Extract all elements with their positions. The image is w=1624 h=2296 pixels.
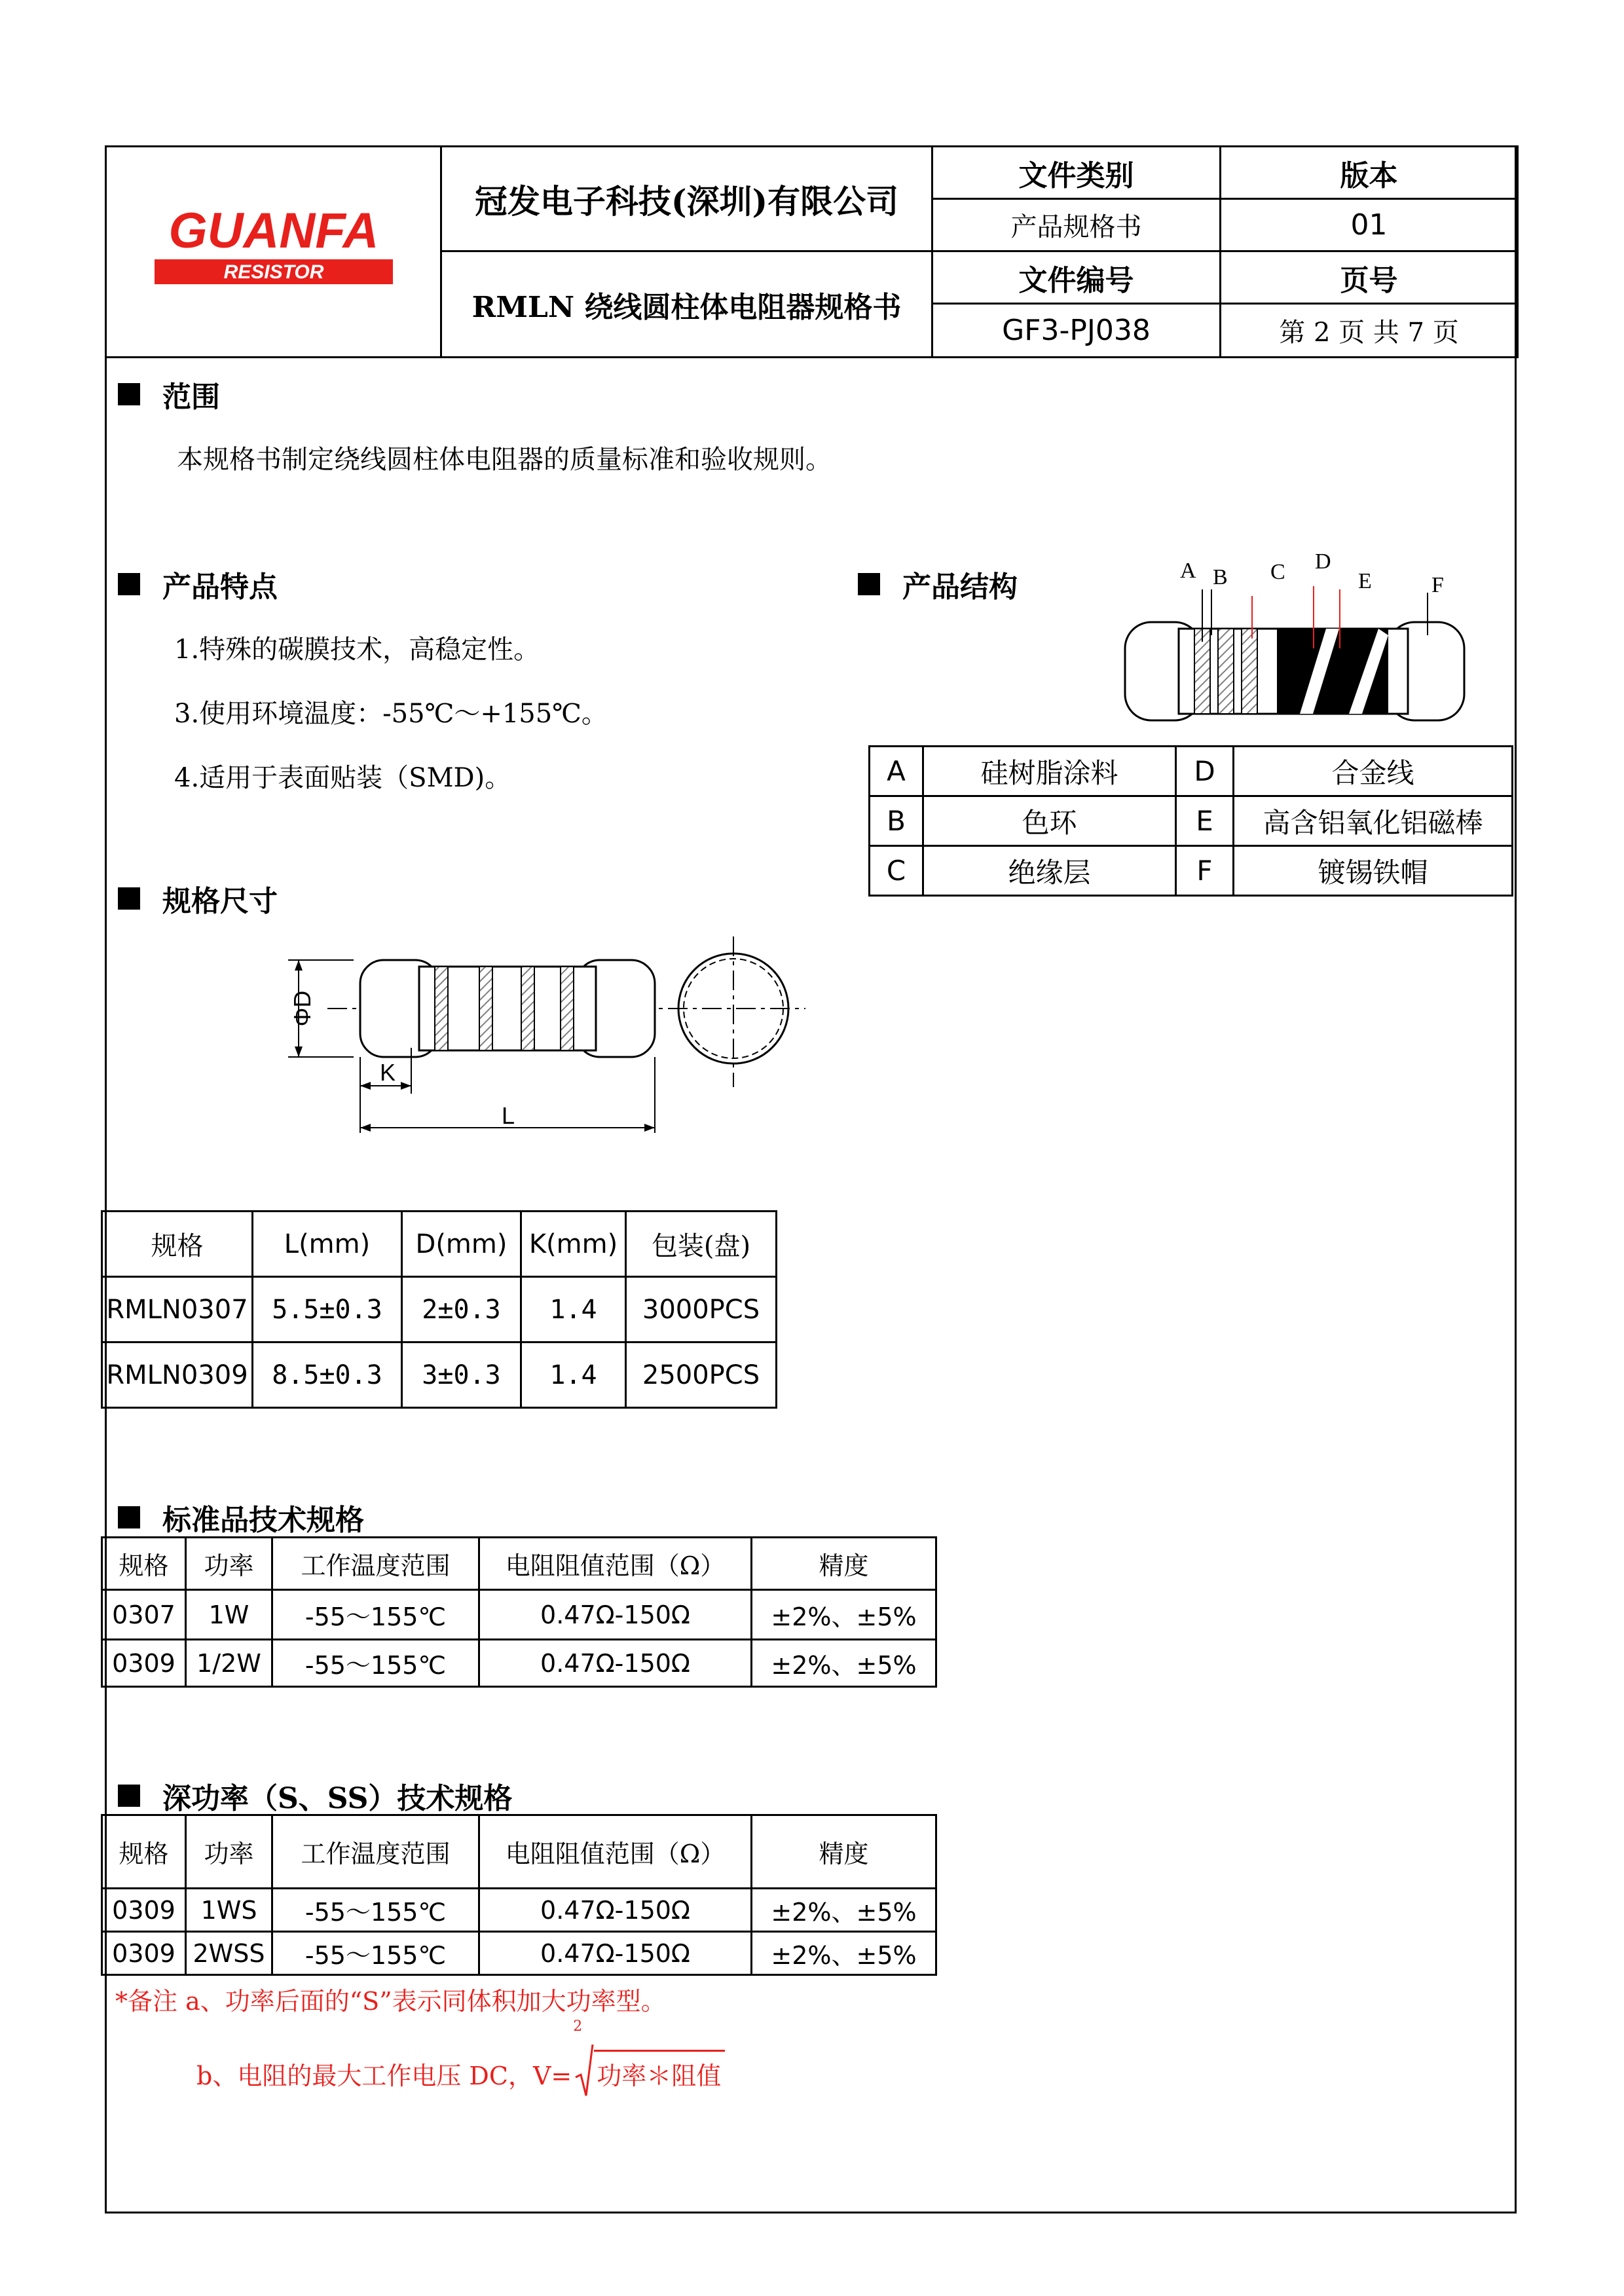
std-cell: ±2%、±5% — [752, 1590, 936, 1640]
dim-cell: 2±0.3 — [402, 1277, 521, 1342]
feature-item-1: 1.特殊的碳膜技术，高稳定性。 — [174, 635, 540, 665]
dim-cell: 3±0.3 — [402, 1342, 521, 1408]
version-label: 版本 — [1221, 147, 1518, 199]
label-b: B — [1213, 565, 1228, 589]
dim-cell: 3000PCS — [626, 1277, 777, 1342]
structure-table — [868, 745, 1513, 897]
struct-cell: C — [870, 846, 923, 896]
color-band-shape — [1218, 629, 1234, 714]
dp-cell: ±2%、±5% — [752, 1932, 936, 1975]
struct-cell: A — [870, 747, 923, 796]
page-value: 第 2 页 共 7 页 — [1221, 304, 1518, 358]
std-header: 功率 — [186, 1538, 272, 1590]
std-cell: ±2%、±5% — [752, 1640, 936, 1687]
dp-cell: ±2%、±5% — [752, 1889, 936, 1932]
radicand: 功率＊阻值 — [594, 2050, 725, 2092]
dim-cell: 1.4 — [521, 1277, 626, 1342]
dim-header: 规格 — [102, 1212, 253, 1277]
sqrt-expression — [573, 2018, 725, 2092]
logo-cell — [106, 147, 441, 358]
file-no-value: GF3-PJ038 — [932, 304, 1221, 358]
dimensions-heading — [118, 878, 278, 919]
deep-power-heading — [118, 1775, 512, 1817]
standard-table — [101, 1536, 937, 1688]
std-cell: -55～155℃ — [272, 1590, 479, 1640]
dp-cell: 1WS — [186, 1889, 272, 1932]
file-type-value: 产品规格书 — [932, 199, 1221, 251]
standard-title: 标准品技术规格 — [162, 1504, 364, 1537]
bullet-square-icon — [858, 573, 880, 595]
struct-cell: E — [1176, 796, 1234, 846]
std-cell: 1/2W — [186, 1640, 272, 1687]
l-label: L — [501, 1102, 515, 1129]
dim-cell: RMLN0309 — [102, 1342, 253, 1408]
deep-power-table — [101, 1814, 937, 1976]
dp-header: 功率 — [186, 1815, 272, 1889]
guanfa-logo — [130, 199, 418, 297]
dimensions-title: 规格尺寸 — [162, 885, 278, 918]
dp-header: 工作温度范围 — [272, 1815, 479, 1889]
page-label: 页号 — [1221, 251, 1518, 304]
features-heading — [118, 563, 278, 605]
std-cell: 0.47Ω-150Ω — [479, 1590, 752, 1640]
bullet-square-icon — [118, 573, 140, 595]
header-table — [105, 145, 1519, 358]
note-line-2-prefix: b、电阻的最大工作电压 DC，V= — [196, 2062, 572, 2090]
note-line-1: *备注 a、功率后面的“S”表示同体积加大功率型。 — [115, 1987, 666, 2016]
struct-cell: B — [870, 796, 923, 846]
features-title: 产品特点 — [162, 570, 278, 604]
struct-cell: 高含铝氧化铝磁棒 — [1234, 796, 1513, 846]
logo-text: GUANFA — [168, 203, 378, 259]
struct-cell: 镀锡铁帽 — [1234, 846, 1513, 896]
structure-title: 产品结构 — [902, 570, 1018, 604]
bullet-square-icon — [118, 1785, 140, 1807]
bullet-square-icon — [118, 383, 140, 405]
dim-header: D(mm) — [402, 1212, 521, 1277]
std-header: 规格 — [102, 1538, 186, 1590]
std-header: 电阻阻值范围（Ω） — [479, 1538, 752, 1590]
file-no-label: 文件编号 — [932, 251, 1221, 304]
version-value: 01 — [1221, 199, 1518, 251]
root-index: 2 — [573, 2018, 583, 2035]
dim-cell: 2500PCS — [626, 1342, 777, 1408]
label-f: F — [1431, 573, 1444, 597]
structure-heading — [858, 563, 1018, 605]
std-cell: 0.47Ω-150Ω — [479, 1640, 752, 1687]
standard-heading — [118, 1496, 364, 1538]
dp-cell: 2WSS — [186, 1932, 272, 1975]
dp-header: 规格 — [102, 1815, 186, 1889]
dp-cell: -55～155℃ — [272, 1932, 479, 1975]
label-e: E — [1358, 569, 1372, 593]
diameter-label: ΦD — [289, 990, 316, 1027]
dim-cell: 1.4 — [521, 1342, 626, 1408]
bullet-square-icon — [118, 1506, 140, 1528]
file-type-label: 文件类别 — [932, 147, 1221, 199]
std-header: 精度 — [752, 1538, 936, 1590]
struct-cell: 色环 — [923, 796, 1176, 846]
dp-header: 电阻阻值范围（Ω） — [479, 1815, 752, 1889]
structure-diagram — [1113, 550, 1480, 740]
dp-cell: 0309 — [102, 1932, 186, 1975]
dimension-drawing — [275, 917, 819, 1153]
k-label: K — [379, 1059, 396, 1086]
std-cell: 0309 — [102, 1640, 186, 1687]
label-c: C — [1270, 560, 1285, 584]
sqrt-sign-icon — [574, 2043, 594, 2098]
dp-cell: 0.47Ω-150Ω — [479, 1889, 752, 1932]
note-line-2 — [196, 2018, 725, 2092]
std-cell: 1W — [186, 1590, 272, 1640]
label-d: D — [1315, 550, 1331, 574]
feature-item-2: 3.使用环境温度：-55℃～+155℃。 — [174, 699, 608, 729]
doc-title: RMLN 绕线圆柱体电阻器规格书 — [441, 251, 932, 358]
dim-header: K(mm) — [521, 1212, 626, 1277]
dim-cell: 5.5±0.3 — [253, 1277, 402, 1342]
scope-title: 范围 — [162, 380, 220, 414]
dp-header: 精度 — [752, 1815, 936, 1889]
dim-header: L(mm) — [253, 1212, 402, 1277]
logo-subtext: RESISTOR — [223, 261, 323, 283]
color-band-shape — [1242, 629, 1257, 714]
struct-cell: 合金线 — [1234, 747, 1513, 796]
dp-cell: 0309 — [102, 1889, 186, 1932]
dim-cell: RMLN0307 — [102, 1277, 253, 1342]
std-cell: 0307 — [102, 1590, 186, 1640]
std-header: 工作温度范围 — [272, 1538, 479, 1590]
struct-cell: 绝缘层 — [923, 846, 1176, 896]
dim-cell: 8.5±0.3 — [253, 1342, 402, 1408]
dim-header: 包装(盘) — [626, 1212, 777, 1277]
struct-cell: 硅树脂涂料 — [923, 747, 1176, 796]
scope-heading — [118, 373, 220, 415]
company-name: 冠发电子科技(深圳)有限公司 — [441, 147, 932, 251]
dimension-table — [101, 1210, 777, 1409]
deep-power-title: 深功率（S、SS）技术规格 — [162, 1782, 513, 1815]
dp-cell: -55～155℃ — [272, 1889, 479, 1932]
label-a: A — [1180, 559, 1196, 583]
struct-cell: D — [1176, 747, 1234, 796]
scope-text: 本规格书制定绕线圆柱体电阻器的质量标准和验收规则。 — [177, 445, 832, 475]
struct-cell: F — [1176, 846, 1234, 896]
dp-cell: 0.47Ω-150Ω — [479, 1932, 752, 1975]
std-cell: -55～155℃ — [272, 1640, 479, 1687]
bullet-square-icon — [118, 887, 140, 910]
feature-item-3: 4.适用于表面贴装（SMD)。 — [174, 763, 511, 793]
